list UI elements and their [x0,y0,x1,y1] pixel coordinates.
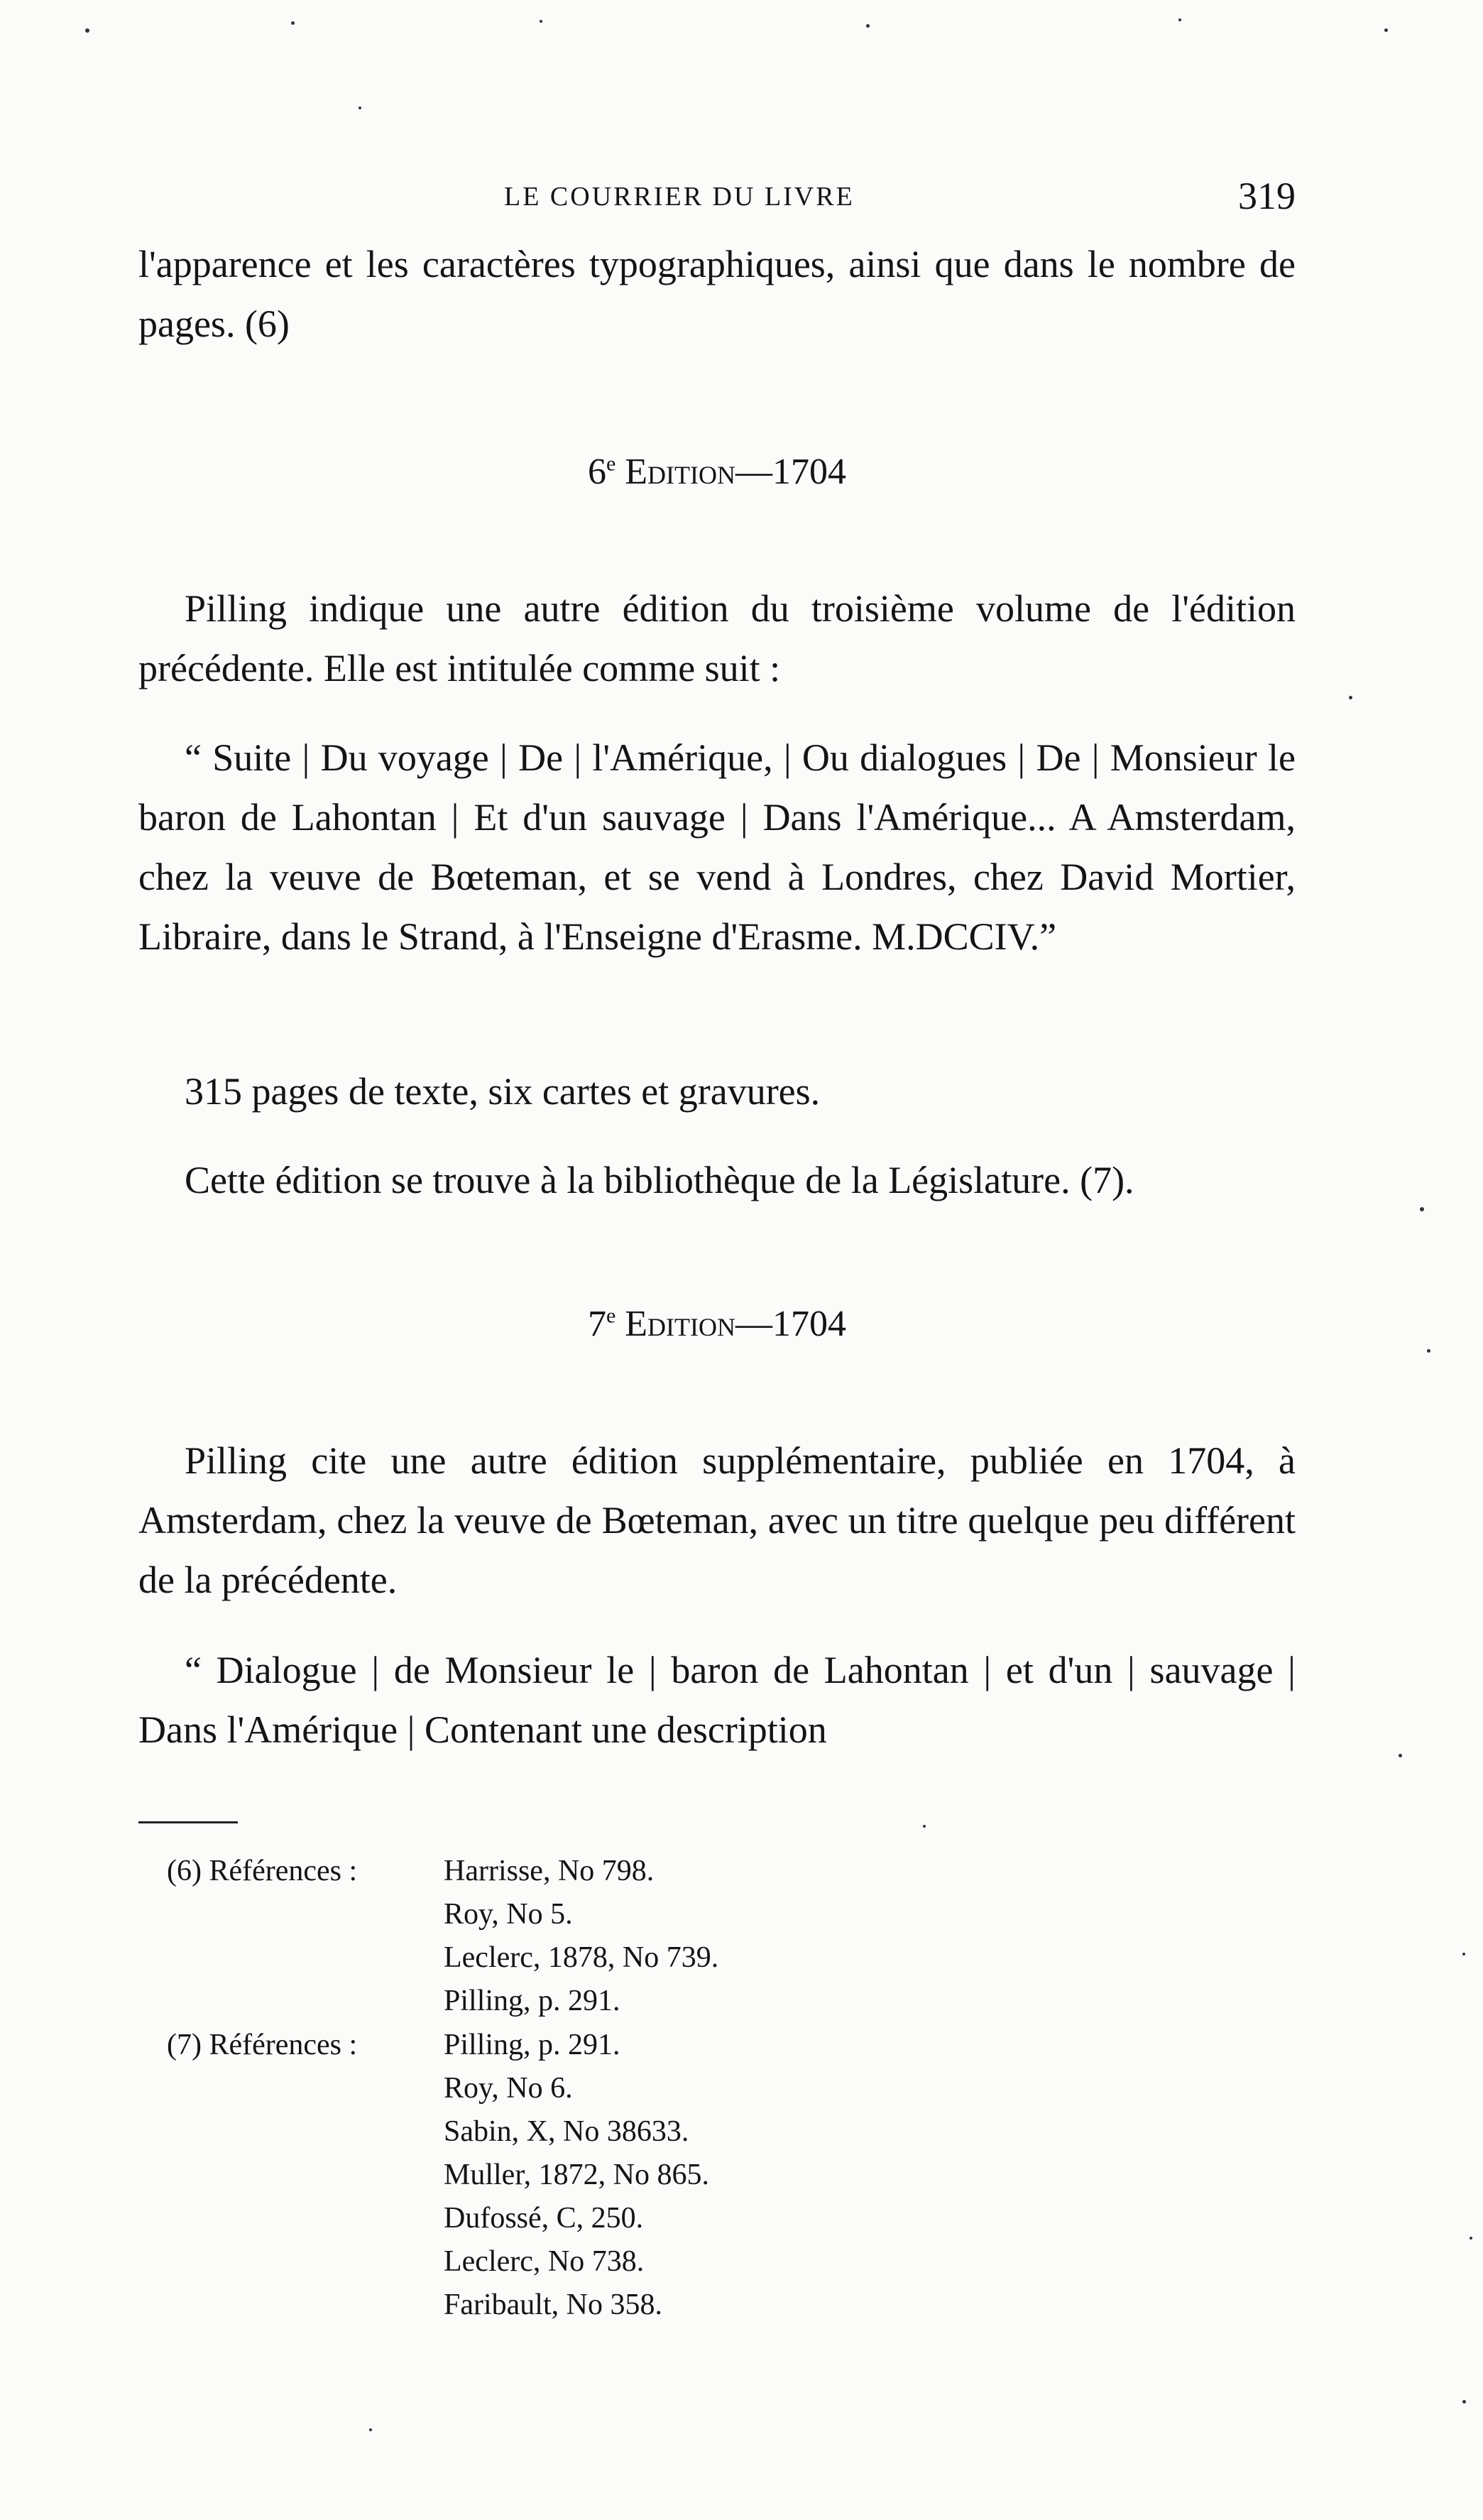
paragraph-page-count: 315 pages de texte, six cartes et gravures. [185,1070,821,1113]
reference-item: Roy, No 5. [444,1898,573,1931]
reference-item: Pilling, p. 291. [444,2029,620,2061]
scan-speck [1384,28,1388,32]
heading-word: Edition [625,452,736,492]
scan-speck [1420,1207,1424,1211]
heading-word: Edition [625,1304,736,1344]
section-heading-7th-edition [138,1303,1296,1345]
scan-speck [1178,18,1181,21]
scan-speck [1470,2237,1472,2240]
heading-superscript: e [606,452,616,476]
reference-list [444,1850,1019,2023]
scan-speck [291,21,295,25]
scan-speck [1462,2400,1466,2404]
paragraph-pilling-indique: Pilling indique une autre édition du troisième volume de l'édition précédente. Elle est intitulée comme suit : [138,587,1296,689]
paragraph-continuation: l'apparence et les caractères typographiques, ainsi que dans le nombre de pages. (6) [138,243,1296,345]
scan-speck [369,2428,372,2431]
reference-item: Harrisse, No 798. [444,1855,655,1887]
footnote-label: (7) Références : [167,2029,358,2061]
scan-speck [1427,1349,1430,1353]
footnote-6 [167,1850,1019,2023]
running-title: LE COURRIER DU LIVRE [504,182,855,212]
footnote-label: (6) Références : [167,1855,358,1887]
scan-speck [359,107,361,109]
scan-speck [540,20,542,23]
reference-item: Sabin, X, No 38633. [444,2115,689,2148]
reference-item: Dufossé, C, 250. [444,2202,644,2235]
page-number: 319 [1238,175,1296,217]
section-heading-6th-edition [138,451,1296,493]
reference-item: Roy, No 6. [444,2072,573,2105]
scan-speck [1399,1754,1402,1757]
paragraph-bibliotheque: Cette édition se trouve à la bibliothèque de la Législature. (7). [185,1159,1134,1201]
heading-year: —1704 [735,1304,847,1344]
reference-item: Leclerc, 1878, No 739. [444,1941,719,1974]
paragraph-dialogue: “ Dialogue | de Monsieur le | baron de Lahontan | et d'un | sauvage | Dans l'Amérique | Contenant une description [138,1649,1296,1751]
scan-speck [923,1825,926,1828]
heading-year: —1704 [735,452,847,492]
page-header [138,174,1296,224]
reference-item: Muller, 1872, No 865. [444,2159,709,2191]
paragraph-suite-du-voyage: “ Suite | Du voyage | De | l'Amérique, | Ou dialogues | De | Monsieur le baron de Lahontan | Et d'un sauvage | Dans l'Amérique... A Amsterdam, chez la veuve de Bœteman, et se vend à Londres, chez David Mortier, Libraire, dans le Strand, à l'Enseigne d'Erasme. M.DCCIV.” [138,736,1296,958]
reference-list [444,2024,1019,2327]
footnote-7 [167,2024,1019,2327]
heading-number: 7 [587,1304,606,1344]
heading-number: 6 [587,452,606,492]
heading-superscript: e [606,1304,616,1328]
paragraph-pilling-cite: Pilling cite une autre édition supplémentaire, publiée en 1704, à Amsterdam, chez la veuve de Bœteman, avec un titre quelque peu différent de la précédente. [138,1439,1296,1601]
footnote-rule [138,1821,238,1823]
scan-speck [866,24,870,28]
reference-item: Leclerc, No 738. [444,2245,645,2278]
reference-item: Faribault, No 358. [444,2289,662,2321]
reference-item: Pilling, p. 291. [444,1985,620,2017]
scan-speck [1462,1953,1465,1956]
scan-speck [1349,696,1352,699]
scan-speck [85,28,89,33]
